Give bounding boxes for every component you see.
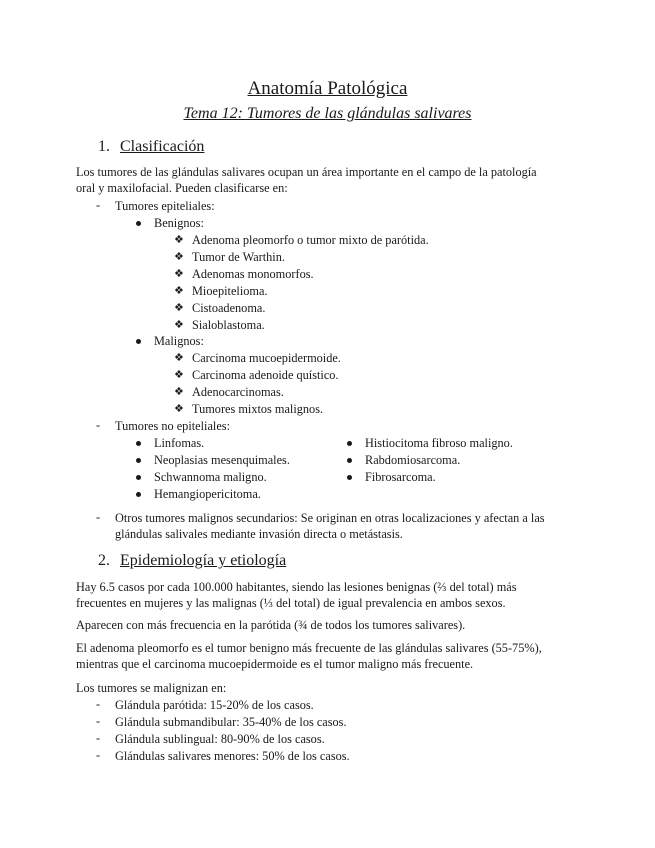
list-item: Hemangiopericitoma.: [154, 487, 261, 501]
bullet-marker: [347, 441, 352, 446]
otros-line-2: glándulas salivales mediante invasión directa o metástasis.: [115, 527, 403, 541]
list-item: Glándula sublingual: 80-90% de los casos.: [115, 732, 325, 746]
bullet-marker: [136, 475, 141, 480]
bullet-marker: [136, 492, 141, 497]
list-item: Glándulas salivares menores: 50% de los casos.: [115, 749, 350, 763]
list-item: Adenomas monomorfos.: [192, 267, 314, 281]
diamond-bullet-icon: ❖: [174, 302, 184, 314]
dash-marker: -: [96, 510, 101, 524]
list-item: Cistoadenoma.: [192, 301, 266, 315]
dash-marker: -: [96, 697, 101, 711]
epidemiology-p2: Aparecen con más frecuencia en la parótida (¾ de todos los tumores salivares).: [76, 618, 466, 632]
epidemiology-p3-line-2: mientras que el carcinoma mucoepidermoide es el tumor maligno más frecuente.: [76, 657, 474, 671]
document-title: Anatomía Patológica: [247, 78, 408, 99]
epidemiology-p3-line-1: El adenoma pleomorfo es el tumor benigno más frecuente de las glándulas salivares (55-75%),: [76, 641, 542, 655]
document-subtitle: Tema 12: Tumores de las glándulas salivares: [183, 105, 472, 122]
diamond-bullet-icon: ❖: [174, 251, 184, 263]
diamond-bullet-icon: ❖: [174, 234, 184, 246]
epidemiology-p1-line-2: frecuentes en mujeres y las malignas (⅓ del total) de igual prevalencia en ambos sexos.: [76, 596, 506, 610]
bullet-marker: [347, 475, 352, 480]
list-item: Mioepitelioma.: [192, 284, 268, 298]
section-2-heading: 2. Epidemiología y etiología: [98, 552, 287, 569]
dash-marker: -: [96, 748, 101, 762]
intro-line-2: oral y maxilofacial. Pueden clasificarse en:: [76, 181, 288, 195]
dash-marker: -: [96, 198, 101, 212]
list-item: Carcinoma mucoepidermoide.: [192, 351, 341, 365]
epidemiology-p1-line-1: Hay 6.5 casos por cada 100.000 habitantes, siendo las lesiones benignas (⅔ del total) más: [76, 580, 517, 594]
diamond-bullet-icon: ❖: [174, 268, 184, 280]
list-item: Linfomas.: [154, 436, 205, 450]
bullet-marker: [347, 458, 352, 463]
list-item: Sialoblastoma.: [192, 318, 265, 332]
list-item: Fibrosarcoma.: [365, 470, 436, 484]
epiteliales-label: Tumores epiteliales:: [115, 199, 215, 213]
list-item: Schwannoma maligno.: [154, 470, 267, 484]
list-item: Adenocarcinomas.: [192, 385, 284, 399]
epidemiology-p4: Los tumores se malignizan en:: [76, 681, 227, 695]
malignos-label: Malignos:: [154, 334, 204, 348]
list-item: Adenoma pleomorfo o tumor mixto de parótida.: [192, 233, 429, 247]
diamond-bullet-icon: ❖: [174, 403, 184, 415]
diamond-bullet-icon: ❖: [174, 369, 184, 381]
list-item: Glándula submandibular: 35-40% de los casos.: [115, 715, 347, 729]
diamond-bullet-icon: ❖: [174, 285, 184, 297]
dash-marker: -: [96, 714, 101, 728]
diamond-bullet-icon: ❖: [174, 319, 184, 331]
bullet-marker: [136, 458, 141, 463]
intro-line-1: Los tumores de las glándulas salivares ocupan un área importante en el campo de la patología: [76, 165, 537, 179]
no-epiteliales-label: Tumores no epiteliales:: [115, 419, 230, 433]
dash-marker: -: [96, 418, 101, 432]
list-item: Tumores mixtos malignos.: [192, 402, 324, 416]
bullet-marker: [136, 339, 141, 344]
diamond-bullet-icon: ❖: [174, 386, 184, 398]
list-item: Neoplasias mesenquimales.: [154, 453, 290, 467]
dash-marker: -: [96, 731, 101, 745]
bullet-marker: [136, 441, 141, 446]
list-item: Carcinoma adenoide quístico.: [192, 368, 339, 382]
diamond-bullet-icon: ❖: [174, 352, 184, 364]
list-item: Rabdomiosarcoma.: [365, 453, 461, 467]
list-item: Tumor de Warthin.: [192, 250, 285, 264]
list-item: Glándula parótida: 15-20% de los casos.: [115, 698, 314, 712]
benignos-label: Benignos:: [154, 216, 204, 230]
list-item: Histiocitoma fibroso maligno.: [365, 436, 513, 450]
section-1-heading: 1. Clasificación: [98, 138, 205, 155]
otros-line-1: Otros tumores malignos secundarios: Se originan en otras localizaciones y afectan a las: [115, 511, 545, 525]
bullet-marker: [136, 221, 141, 226]
